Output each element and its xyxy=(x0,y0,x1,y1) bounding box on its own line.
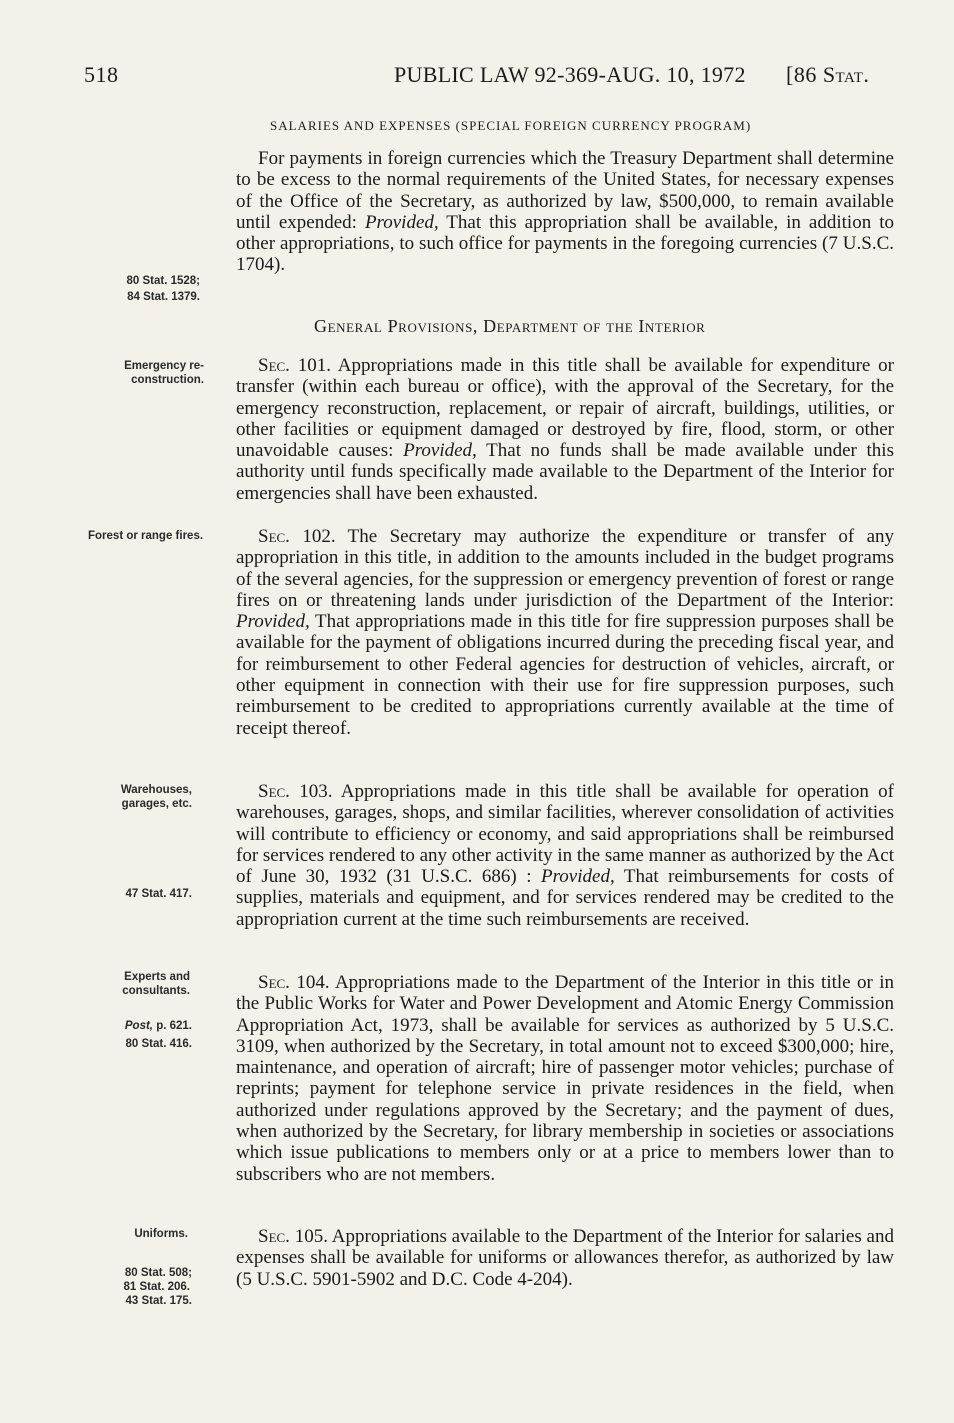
section-label: Sec. 103. xyxy=(258,781,333,802)
margin-note-experts: Experts and consultants. xyxy=(122,971,190,997)
intro-text-1: For payments in foreign currencies which the Treasury Department shall determine to be excess to the normal requirements of the United States, for necessary expenses of the Office of the Secretary, as authorized by law, $500,000, to remain available until expended: xyxy=(236,148,894,233)
section-105 xyxy=(236,1226,894,1290)
margin-note-stat-416: 80 Stat. 416. xyxy=(125,1038,192,1050)
section-text-1: Appropriations made in this title shall be available for expenditure or transfer (within each bureau or office), with the approval of the Secretary, for the emergency reconstruction, replacement, or repair of aircraft, buildings, utilities, or other facilities or equipment damaged or destroyed by fire, flood, storm, or other unavoidable causes: xyxy=(236,355,894,462)
margin-note-post xyxy=(72,1019,192,1033)
margin-note-stat-417: 47 Stat. 417. xyxy=(125,888,192,900)
margin-note-stat-508: 80 Stat. 508; xyxy=(124,1267,192,1279)
section-label: Sec. 101. xyxy=(258,355,331,376)
section-text-2: That no funds shall be made available under this authority until funds specifically made available to the Department of the Interior for emergencies shall have been exhausted. xyxy=(236,440,894,504)
section-provided: Provided, xyxy=(541,866,615,888)
page-number: 518 xyxy=(84,62,119,87)
section-label: Sec. 104. xyxy=(258,972,330,993)
intro-text-2: That this appropriation shall be available, in addition to other appropriations, to such office for payments in the foregoing currencies (7 U.S.C. 1704). xyxy=(236,211,894,276)
section-104 xyxy=(236,972,894,1185)
margin-note-stat-1379: 84 Stat. 1379. xyxy=(127,291,200,303)
running-head: PUBLIC LAW 92-369-AUG. 10, 1972 xyxy=(394,62,746,87)
margin-note-emergency: Emergency re- construction. xyxy=(124,360,204,386)
statute-volume-reference: [86 Stat. xyxy=(786,62,870,87)
margin-note-post-page: p. 621. xyxy=(153,1020,192,1032)
intro-paragraph xyxy=(236,148,894,276)
section-title: SALARIES AND EXPENSES (SPECIAL FOREIGN CURRENCY PROGRAM) xyxy=(270,118,752,133)
margin-note-uniforms: Uniforms. xyxy=(134,1228,188,1240)
section-label: Sec. 102. xyxy=(258,526,336,547)
section-103 xyxy=(236,781,894,930)
section-101 xyxy=(236,355,894,504)
general-provisions-heading: General Provisions, Department of the Interior xyxy=(314,316,706,336)
section-text-2: That reimbursements for costs of supplies, materials and equipment, and for services rendered may be credited to the appropriation current at the time such reimbursements are received. xyxy=(236,866,894,930)
margin-note-forest: Forest or range fires. xyxy=(88,530,204,542)
section-provided: Provided, xyxy=(403,440,477,462)
intro-provided: Provided, xyxy=(364,211,439,233)
margin-note-warehouses: Warehouses, garages, etc. xyxy=(120,784,192,810)
margin-note-post-italic: Post, xyxy=(124,1020,153,1032)
section-text-1: Appropriations available to the Department of the Interior for salaries and expenses shall be available for uniforms or allowances therefor, as authorized by law (5 U.S.C. 5901-5902 and D.C. Code 4-204). xyxy=(236,1226,894,1290)
margin-note-stat-1528: 80 Stat. 1528; xyxy=(126,275,200,287)
section-text-2: That appropriations made in this title for fire suppression purposes shall be available for the payment of obligations incurred during the preceding fiscal year, and for reimbursement to other Federal agencies for destruction of vehicles, aircraft, or other equipment in connection with their use for fire suppression purposes, such reimbursement to be credited to appropriations currently available at the time of receipt thereof. xyxy=(236,611,894,739)
section-text-1: Appropriations made in this title shall be available for operation of warehouses, garages, shops, and similar facilities, wherever consolidation of activities will contribute to efficiency or economy, and said appropriations shall be reimbursed for services rendered to any other activity in the same manner as authorized by the Act of June 30, 1932 (31 U.S.C. 686) : xyxy=(236,781,894,888)
section-label: Sec. 105. xyxy=(258,1226,329,1247)
margin-note-stat-175: 43 Stat. 175. xyxy=(125,1295,192,1307)
section-text-1: Appropriations made to the Department of the Interior in this title or in the Public Works for Water and Power Development and Atomic Energy Commission Appropriation Act, 1973, shall be available for services as authorized by 5 U.S.C. 3109, when authorized by the Secretary, in total amount not to exceed $300,000; hire, maintenance, and operation of aircraft; hire of passenger motor vehicles; purchase of reprints; payment for telephone service in private residences in the field, when authorized under regulations approved by the Secretary; and the payment of dues, when authorized by the Secretary, for library membership in societies or associations which issue publications to members only or at a price to members lower than to subscribers who are not members. xyxy=(236,972,894,1185)
section-102 xyxy=(236,526,894,739)
margin-note-stat-206: 81 Stat. 206. xyxy=(123,1281,190,1293)
section-provided: Provided, xyxy=(236,611,310,633)
section-text-1: The Secretary may authorize the expenditure or transfer of any appropriation in this title, in addition to the amounts included in the budget programs of the several agencies, for the suppression or emergency prevention of forest or range fires on or threatening lands under jurisdiction of the Department of the Interior: xyxy=(236,526,894,611)
